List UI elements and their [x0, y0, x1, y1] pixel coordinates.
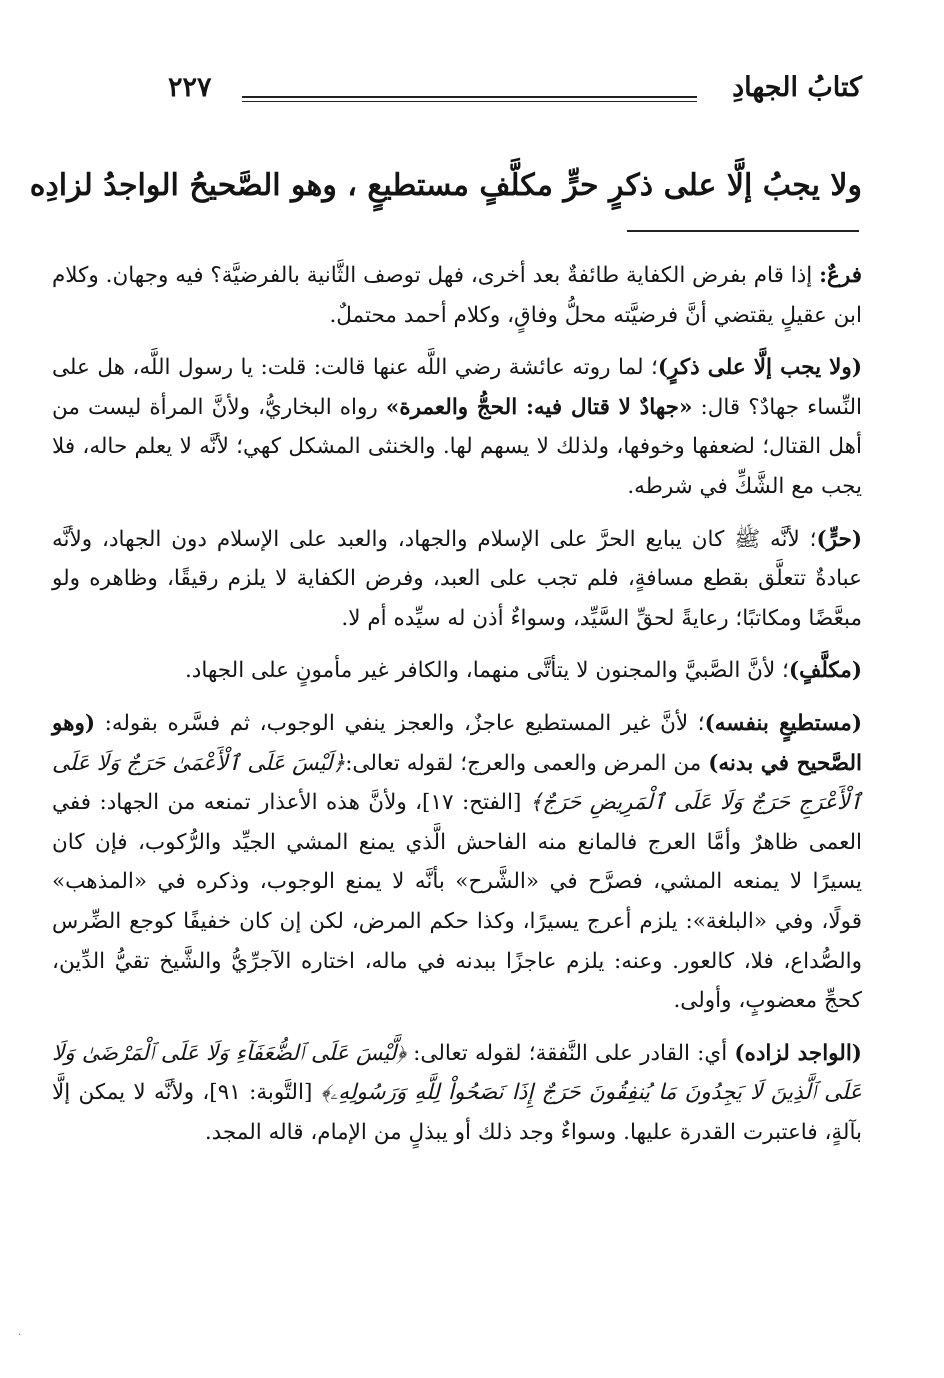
paragraph-text: [الفتح: ١٧]، ولأنَّ هذه الأعذار تمنعه من الجهاد: ففي العمى ظاهرٌ وأمَّا العرج فالمانع منه الفاحش الَّذي يمنع المشي الجيِّد والرُّكوب، فإن كان يسيرًا لا يمنعه المشي، فصرَّح في «الشَّرح» بأنَّه لا يمنع الوجوب، وذكره في «المذهب» قولًا، وفي «البلغة»: يلزم أعرج يسيرًا، وكذا حكم المرض، لكن إن كان خفيفًا كوجع الضِّرس والصُّداع، فلا، كالعور. وعنه: يلزم عاجزًا ببدنه في ماله، اختاره الآجرِّيُّ والشَّيخ تقيُّ الدِّين، كحجِّ معضوبٍ، وأولى. [52, 790, 862, 1014]
paragraph-hurr [52, 520, 862, 639]
quran-verse: ﴿لَيْسَ عَلَى ٱلْأَعْمَىٰ حَرَجٌ وَلَا عَلَى ٱلْأَعْرَجِ حَرَجٌ وَلَا عَلَى ٱلْمَرِيضِ حَرَجٌ﴾ [52, 750, 862, 816]
matn-separator-rule [627, 230, 859, 232]
paragraph-dhakar [52, 348, 862, 506]
keyword-dhakar: (ولا يجب إلَّا على ذكرٍ) [657, 355, 862, 381]
paragraph-text: ؛ لأنَّ غير المستطيع عاجزٌ، والعجز ينفي الوجوب، ثم فسَّره بقوله: [95, 710, 705, 736]
book-title: كتابُ الجهادِ [732, 72, 862, 103]
keyword-mukallaf: (مكلَّفٍ) [788, 658, 862, 684]
commentary [52, 256, 862, 1165]
paragraph-text: أي: القادر على النَّفقة؛ لقوله تعالى: [406, 1040, 735, 1066]
matn-text: ولا يجبُ إلَّا على ذكرٍ حرٍّ مكلَّفٍ مستطيعٍ ، وهو الصَّحيحُ الواجدُ لزادِه [29, 168, 862, 203]
paragraph-text: [التَّوبة: ٩١]، ولأنَّه لا يمكن إلَّا بآلةٍ، فاعتبرت القدرة عليها. وسواءٌ وجد ذلك أو يبذلٍ من الإمام، قاله المجد. [52, 1080, 862, 1145]
paragraph-mukallaf [52, 651, 862, 691]
hadith-quote: «جهادٌ لا قتال فيه: الحجُّ والعمرة» [385, 394, 693, 420]
quran-verse: ﴿لَّيْسَ عَلَى ٱلضُّعَفَآءِ وَلَا عَلَى ٱلْمَرْضَىٰ وَلَا عَلَى ٱلَّذِينَ لَا يَجِدُونَ مَا يُنفِقُونَ حَرَجٌ إِذَا نَصَحُواْ لِلَّهِ وَرَسُولِهِۦ﴾ [52, 1040, 862, 1106]
scan-speck: · [18, 1330, 22, 1341]
paragraph-wajid [52, 1034, 862, 1153]
keyword-far: فرعٌ: [819, 263, 862, 288]
paragraph-far [52, 256, 862, 335]
paragraph-text: من المرض والعمى والعرج؛ لقوله تعالى: [345, 750, 709, 776]
keyword-wajid: (الواجد لزاده) [734, 1040, 862, 1066]
header-rule [242, 96, 697, 98]
keyword-mustati: (مستطيعٍ بنفسه) [704, 710, 862, 736]
paragraph-text: ؛ لما روته عائشة رضي اللَّه عنها قالت: قلت: يا رسول اللَّه، هل على النِّساء جهادٌ؟ قال: [52, 355, 862, 420]
keyword-hurr: (حرٍّ) [816, 526, 862, 552]
page-number: ٢٢٧ [168, 72, 212, 103]
keyword-sahih: (وهو الصَّحيح في بدنه) [52, 710, 862, 776]
paragraph-text: إذا قام بفرض الكفاية طائفةٌ بعد أخرى، فهل توصف الثَّانية بالفرضيَّة؟ فيه وجهان. وكلام ابن عقيلٍ يقتضي أنَّ فرضيَّته محلُّ وفاقٍ، وكلام أحمد محتملٌ. [52, 263, 862, 328]
paragraph-mustati [52, 704, 862, 1021]
paragraph-text: ؛ لأنَّ الصَّبيَّ والمجنون لا يتأتَّى منهما، والكافر غير مأمونٍ على الجهاد. [184, 658, 789, 684]
paragraph-text: ؛ لأنَّه ﷺ كان يبايع الحرَّ على الإسلام والجهاد، والعبد على الإسلام دون الجهاد، ولأنَّه عبادةٌ تتعلَّق بقطع مسافةٍ، فلم تجب على العبد، وفرض الكفاية لا يلزم رقيقًا، وظاهره ولو مبعَّضًا ومكاتبًا؛ رعايةً لحقِّ السَّيِّد، وسواءٌ أذن له سيِّده أم لا. [52, 526, 862, 631]
paragraph-text: رواه البخاريُّ، ولأنَّ المرأة ليست من أهل القتال؛ لضعفها وخوفها، ولذلك لا يسهم لها. والخنثى المشكل كهي؛ لأنَّه لا يعلم حاله، فلا يجب مع الشَّكِّ في شرطه. [52, 394, 862, 499]
running-header [150, 68, 862, 118]
